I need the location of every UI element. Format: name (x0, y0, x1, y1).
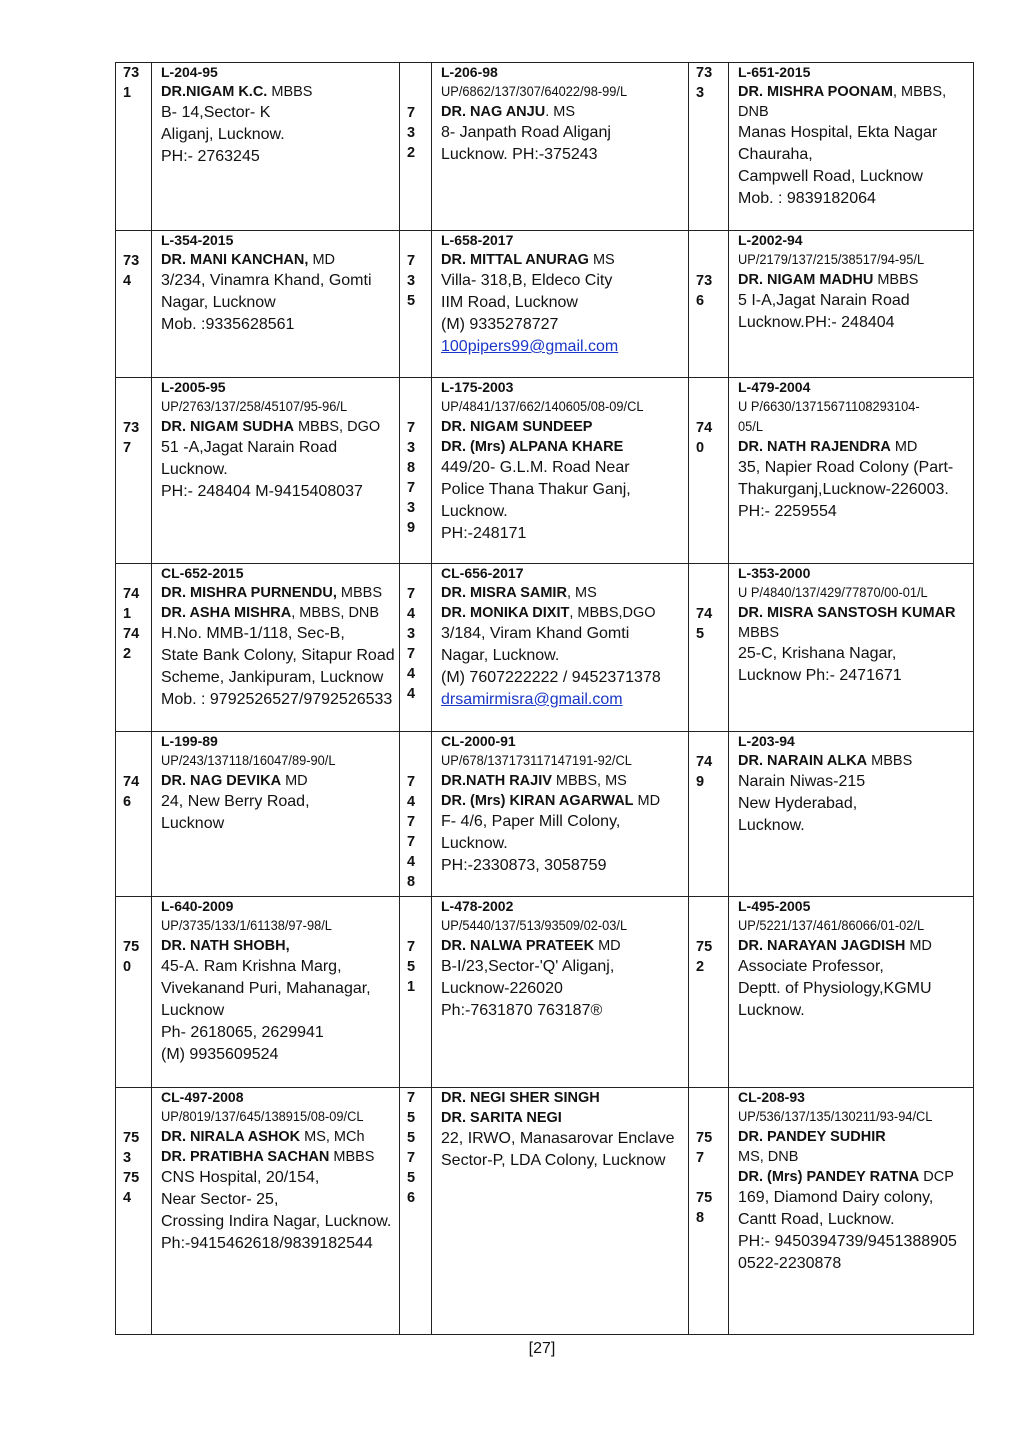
doctor-name-bold: DR. MISRA SANSTOSH KUMAR (738, 605, 956, 621)
address-line: (M) 9935609524 (161, 1046, 279, 1063)
serial-number-cell (689, 1088, 729, 1335)
serial-number-cell (116, 732, 152, 897)
license-code: L-204-95 (161, 64, 218, 80)
doctor-name (441, 437, 682, 457)
address-line: 25-C, Krishana Nagar, (738, 645, 897, 662)
doctor-name-bold: DR. (Mrs) PANDEY RATNA (738, 1169, 920, 1185)
address-line: Police Thana Thakur Ganj, (441, 481, 631, 498)
serial-number: 7 5 5 7 5 6 (407, 1090, 416, 1206)
serial-number-cell (689, 63, 729, 231)
doctor-name-bold: DR. ASHA MISHRA (161, 605, 292, 621)
doctor-qualification: MBBS, MS (551, 773, 627, 789)
serial-number-cell (400, 732, 432, 897)
registration-number: UP/8019/137/645/138915/08-09/CL (161, 1109, 364, 1124)
doctor-entry-cell (432, 897, 689, 1088)
doctor-entry-cell (432, 564, 689, 732)
address-line: Lucknow. PH:-375243 (441, 146, 598, 163)
doctor-entry-cell (432, 1088, 689, 1335)
doctor-name-bold: DR. NIRALA ASHOK (161, 1129, 301, 1145)
doctor-entry-cell (152, 564, 400, 732)
directory-row (116, 378, 974, 564)
serial-number-cell (689, 732, 729, 897)
license-code: L-640-2009 (161, 898, 234, 914)
address-line: State Bank Colony, Sitapur Road (161, 647, 395, 664)
address-line: 22, IRWO, Manasarovar Enclave (441, 1130, 675, 1147)
serial-number: 7 3 5 (407, 253, 416, 309)
doctor-name (161, 936, 393, 956)
doctor-entry-cell (152, 63, 400, 231)
address-line: Narain Niwas-215 (738, 773, 866, 790)
email-link[interactable]: drsamirmisra@gmail.com (441, 691, 623, 708)
address-line: Sector-P, LDA Colony, Lucknow (441, 1152, 666, 1169)
license-code: L-354-2015 (161, 232, 234, 248)
doctor-entry-cell (152, 1088, 400, 1335)
registration-number: 05/L (738, 419, 763, 434)
address-line: New Hyderabad, (738, 795, 858, 812)
doctor-entry-cell (729, 564, 974, 732)
serial-number-cell (116, 378, 152, 564)
doctor-qualification: MD (633, 793, 661, 809)
doctor-name-bold: DR. (Mrs) KIRAN AGARWAL (441, 793, 634, 809)
doctor-qualification: MS, DNB (738, 1149, 799, 1165)
address-line: PH:-248171 (441, 525, 527, 542)
doctor-name (738, 751, 967, 771)
serial-number: 75 0 (123, 939, 140, 975)
registration-number: UP/2179/137/215/38517/94-95/L (738, 252, 925, 267)
doctor-entry-cell (729, 231, 974, 378)
registration-number: UP/3735/133/1/61138/97-98/L (161, 918, 332, 933)
doctor-name-bold: DR.NATH RAJIV (441, 773, 552, 789)
address-line: B- 14,Sector- K (161, 104, 271, 121)
address-line: Mob. : 9839182064 (738, 190, 876, 207)
address-line: 45-A. Ram Krishna Marg, (161, 958, 342, 975)
serial-number-cell (400, 378, 432, 564)
doctor-entry-cell (152, 732, 400, 897)
address-line: Lucknow. (738, 817, 805, 834)
serial-number-cell (400, 1088, 432, 1335)
doctor-name (161, 82, 393, 102)
doctor-qualification: MBBS (329, 1149, 375, 1165)
serial-number: 73 1 (123, 65, 140, 101)
address-line: PH:-2330873, 3058759 (441, 857, 607, 874)
doctor-name (161, 250, 393, 270)
directory-row (116, 231, 974, 378)
serial-number: 7 3 2 (407, 105, 416, 161)
doctor-name (441, 1108, 682, 1128)
doctor-qualification: MBBS (867, 753, 913, 769)
license-code: L-651-2015 (738, 64, 811, 80)
address-line: Chauraha, (738, 146, 813, 163)
serial-number-cell (116, 63, 152, 231)
registration-number: UP/6862/137/307/64022/98-99/L (441, 84, 628, 99)
address-line: PH:- 2763245 (161, 148, 260, 165)
serial-number-cell (400, 231, 432, 378)
serial-number: 73 7 (123, 420, 140, 456)
doctors-directory-table (115, 62, 974, 1335)
doctor-name-bold: DR.NIGAM K.C. (161, 84, 268, 100)
directory-row (116, 1088, 974, 1335)
serial-number: 73 6 (696, 273, 713, 309)
license-code: L-478-2002 (441, 898, 514, 914)
doctor-name (441, 771, 682, 791)
doctor-qualification: . MS (545, 104, 576, 120)
doctor-name (738, 270, 967, 290)
doctor-entry-cell (432, 732, 689, 897)
doctor-name-bold: DR. SARITA NEGI (441, 1110, 562, 1126)
doctor-name (161, 771, 393, 791)
doctor-entry-cell (432, 378, 689, 564)
doctor-name-bold: DR. NEGI SHER SINGH (441, 1090, 600, 1106)
serial-number-cell (116, 1088, 152, 1335)
page-number: [27] (528, 1340, 556, 1357)
serial-number-cell (689, 378, 729, 564)
doctor-name-bold: DR. NARAIN ALKA (738, 753, 868, 769)
doctor-name-bold: DR. NALWA PRATEEK (441, 938, 595, 954)
license-code: L-199-89 (161, 733, 218, 749)
license-code: L-658-2017 (441, 232, 514, 248)
license-code: CL-652-2015 (161, 565, 244, 581)
address-line: 35, Napier Road Colony (Part- (738, 459, 954, 476)
address-line: Ph:-9415462618/9839182544 (161, 1235, 373, 1252)
doctor-name (738, 936, 967, 956)
address-line: PH:- 248404 M-9415408037 (161, 483, 363, 500)
directory-row (116, 897, 974, 1088)
doctor-name (738, 437, 967, 457)
directory-row (116, 564, 974, 732)
address-line: Lucknow (161, 815, 225, 832)
license-code: L-203-94 (738, 733, 795, 749)
address-line: Nagar, Lucknow. (441, 647, 560, 664)
doctor-name (441, 791, 682, 811)
doctor-qualification: DNB (738, 104, 769, 120)
address-line: B-I/23,Sector-'Q' Aliganj, (441, 958, 615, 975)
address-line: Lucknow.PH:- 248404 (738, 314, 895, 331)
serial-number-cell (689, 231, 729, 378)
serial-number: 7 4 3 7 4 4 (407, 586, 416, 702)
doctor-entry-cell (729, 897, 974, 1088)
registration-number: UP/678/137173117147191-92/CL (441, 753, 632, 768)
serial-number-cell (116, 564, 152, 732)
serial-number: 74 6 (123, 774, 140, 810)
address-line: (M) 7607222222 / 9452371378 (441, 669, 661, 686)
address-line: Mob. : 9792526527/9792526533 (161, 691, 393, 708)
doctor-name (738, 102, 967, 122)
doctor-name (161, 1127, 393, 1147)
doctor-name-bold: DR. MITTAL ANURAG (441, 252, 589, 268)
address-line: Lucknow. (161, 461, 228, 478)
doctor-qualification: MD (905, 938, 932, 954)
doctor-qualification: MBBS (267, 84, 313, 100)
directory-row (116, 732, 974, 897)
address-line: (M) 9335278727 (441, 316, 559, 333)
address-line: Manas Hospital, Ekta Nagar (738, 124, 938, 141)
license-code: L-353-2000 (738, 565, 811, 581)
address-line: Aliganj, Lucknow. (161, 126, 285, 143)
serial-number: 73 4 (123, 253, 140, 289)
doctor-name (738, 1167, 967, 1187)
doctor-name-bold: DR. NIGAM SUDHA (161, 419, 294, 435)
address-line: 449/20- G.L.M. Road Near (441, 459, 630, 476)
serial-number-cell (400, 897, 432, 1088)
address-line: IIM Road, Lucknow (441, 294, 578, 311)
serial-number-cell (689, 897, 729, 1088)
doctor-name-bold: DR. NIGAM MADHU (738, 272, 874, 288)
doctor-name (441, 603, 682, 623)
registration-number: UP/4841/137/662/140605/08-09/CL (441, 399, 644, 414)
address-line: F- 4/6, Paper Mill Colony, (441, 813, 621, 830)
address-line: 8- Janpath Road Aliganj (441, 124, 611, 141)
serial-number: 74 0 (696, 420, 713, 456)
doctor-name (441, 1088, 682, 1108)
doctor-name-bold: DR. NATH RAJENDRA (738, 439, 891, 455)
registration-number: UP/536/137/135/130211/93-94/CL (738, 1109, 933, 1124)
doctor-qualification: MBBS (336, 585, 383, 601)
address-line: Thakurganj,Lucknow-226003. (738, 481, 949, 498)
address-line: Nagar, Lucknow (161, 294, 276, 311)
doctor-qualification: , MBBS, DNB (291, 605, 380, 621)
address-line: Ph- 2618065, 2629941 (161, 1024, 324, 1041)
doctor-qualification: MD (890, 439, 918, 455)
doctor-qualification: MBBS (873, 272, 919, 288)
address-line: Vivekanand Puri, Mahanagar, (161, 980, 371, 997)
address-line: PH:- 9450394739/9451388905 (738, 1233, 957, 1250)
doctor-entry-cell (432, 63, 689, 231)
doctor-name-bold: DR. MISRA SAMIR (441, 585, 567, 601)
address-line: Ph:-7631870 763187® (441, 1002, 603, 1019)
license-code: L-175-2003 (441, 379, 514, 395)
doctor-name (738, 82, 967, 102)
doctor-name (161, 583, 393, 603)
email-link[interactable]: 100pipers99@gmail.com (441, 338, 619, 355)
serial-number: 74 5 (696, 606, 713, 642)
doctor-name (738, 1147, 967, 1167)
serial-number-cell (400, 564, 432, 732)
serial-number-cell (400, 63, 432, 231)
doctor-entry-cell (152, 378, 400, 564)
serial-number-cell (689, 564, 729, 732)
address-line: 3/184, Viram Khand Gomti (441, 625, 630, 642)
address-line: 0522-2230878 (738, 1255, 842, 1272)
doctor-name-bold: DR. NIGAM SUNDEEP (441, 419, 593, 435)
address-line: Lucknow Ph:- 2471671 (738, 667, 902, 684)
address-line: 5 I-A,Jagat Narain Road (738, 292, 910, 309)
serial-number: 7 5 1 (407, 939, 416, 995)
registration-number: UP/5440/137/513/93509/02-03/L (441, 918, 628, 933)
doctor-qualification: DCP (919, 1169, 954, 1185)
doctor-qualification: MS (588, 252, 615, 268)
address-line: 24, New Berry Road, (161, 793, 310, 810)
doctor-name (161, 417, 393, 437)
serial-number: 75 2 (696, 939, 713, 975)
doctor-name-bold: DR. MANI KANCHAN, (161, 252, 309, 268)
doctor-qualification: MD (594, 938, 621, 954)
doctor-entry-cell (729, 378, 974, 564)
doctor-qualification: , MBBS,DGO (569, 605, 656, 621)
doctor-name-bold: DR. NAG ANJU (441, 104, 546, 120)
license-code: L-2005-95 (161, 379, 226, 395)
registration-number: UP/243/137118/16047/89-90/L (161, 753, 336, 768)
serial-number: 74 1 74 2 (123, 586, 140, 662)
doctor-name (738, 603, 967, 623)
address-line: Lucknow. (441, 503, 508, 520)
address-line: Lucknow (161, 1002, 225, 1019)
doctor-qualification: MBBS (738, 625, 780, 641)
license-code: CL-2000-91 (441, 733, 516, 749)
registration-number: U P/6630/13715671108293104- (738, 399, 920, 414)
address-line: 51 -A,Jagat Narain Road (161, 439, 338, 456)
address-line: H.No. MMB-1/118, Sec-B, (161, 625, 345, 642)
doctor-qualification: MD (281, 773, 308, 789)
doctor-qualification: , MS (566, 585, 597, 601)
address-line: Campwell Road, Lucknow (738, 168, 923, 185)
address-line: 3/234, Vinamra Khand, Gomti (161, 272, 372, 289)
registration-number: UP/2763/137/258/45107/95-96/L (161, 399, 348, 414)
address-line: CNS Hospital, 20/154, (161, 1169, 320, 1186)
doctor-entry-cell (729, 63, 974, 231)
address-line: Crossing Indira Nagar, Lucknow. (161, 1213, 392, 1230)
doctor-name (161, 1147, 393, 1167)
doctor-name-bold: DR. PRATIBHA SACHAN (161, 1149, 330, 1165)
doctor-name (441, 936, 682, 956)
doctor-name (441, 583, 682, 603)
license-code: CL-497-2008 (161, 1089, 244, 1105)
address-line: Associate Professor, (738, 958, 884, 975)
serial-number: 7 3 8 7 3 9 (407, 420, 416, 536)
address-line: Deptt. of Physiology,KGMU (738, 980, 932, 997)
doctor-qualification: , MBBS, (892, 84, 947, 100)
serial-number: 7 4 7 7 4 8 (407, 774, 416, 890)
address-line: PH:- 2259554 (738, 503, 837, 520)
address-line: Scheme, Jankipuram, Lucknow (161, 669, 384, 686)
doctor-name-bold: DR. MONIKA DIXIT (441, 605, 570, 621)
serial-number-cell (116, 897, 152, 1088)
address-line: Mob. :9335628561 (161, 316, 295, 333)
license-code: CL-656-2017 (441, 565, 524, 581)
doctor-name-bold: DR. PANDEY SUDHIR (738, 1129, 886, 1145)
doctor-entry-cell (729, 1088, 974, 1335)
doctor-name (441, 102, 682, 122)
license-code: L-206-98 (441, 64, 498, 80)
doctor-qualification: MBBS, DGO (293, 419, 381, 435)
serial-number: 74 9 (696, 754, 713, 790)
address-line: Near Sector- 25, (161, 1191, 279, 1208)
doctor-entry-cell (152, 231, 400, 378)
doctor-entry-cell (432, 231, 689, 378)
serial-number: 73 3 (696, 65, 713, 101)
doctor-name (441, 417, 682, 437)
registration-number: U P/4840/137/429/77870/00-01/L (738, 585, 928, 600)
doctor-name-bold: DR. NARAYAN JAGDISH (738, 938, 906, 954)
doctor-entry-cell (152, 897, 400, 1088)
doctor-qualification: MS, MCh (300, 1129, 365, 1145)
doctor-name-bold: DR. MISHRA PURNENDU, (161, 585, 337, 601)
address-line: Cantt Road, Lucknow. (738, 1211, 895, 1228)
license-code: L-479-2004 (738, 379, 811, 395)
license-code: L-2002-94 (738, 232, 803, 248)
doctor-name-bold: DR. (Mrs) ALPANA KHARE (441, 439, 624, 455)
doctor-name (161, 603, 393, 623)
doctor-qualification: MD (308, 252, 336, 268)
serial-number: 75 7 75 8 (696, 1130, 713, 1226)
directory-row (116, 63, 974, 231)
address-line: Villa- 318,B, Eldeco City (441, 272, 613, 289)
address-line: Lucknow. (738, 1002, 805, 1019)
license-code: L-495-2005 (738, 898, 811, 914)
doctor-name-bold: DR. NATH SHOBH, (161, 938, 290, 954)
license-code: CL-208-93 (738, 1089, 805, 1105)
doctor-name (441, 250, 682, 270)
doctor-name (738, 1127, 967, 1147)
doctor-name-bold: DR. MISHRA POONAM (738, 84, 893, 100)
address-line: 169, Diamond Dairy colony, (738, 1189, 934, 1206)
address-line: Lucknow. (441, 835, 508, 852)
address-line: Lucknow-226020 (441, 980, 563, 997)
serial-number: 75 3 75 4 (123, 1130, 140, 1206)
doctor-name-bold: DR. NAG DEVIKA (161, 773, 282, 789)
serial-number-cell (116, 231, 152, 378)
doctor-entry-cell (729, 732, 974, 897)
registration-number: UP/5221/137/461/86066/01-02/L (738, 918, 925, 933)
doctor-name (738, 623, 967, 643)
